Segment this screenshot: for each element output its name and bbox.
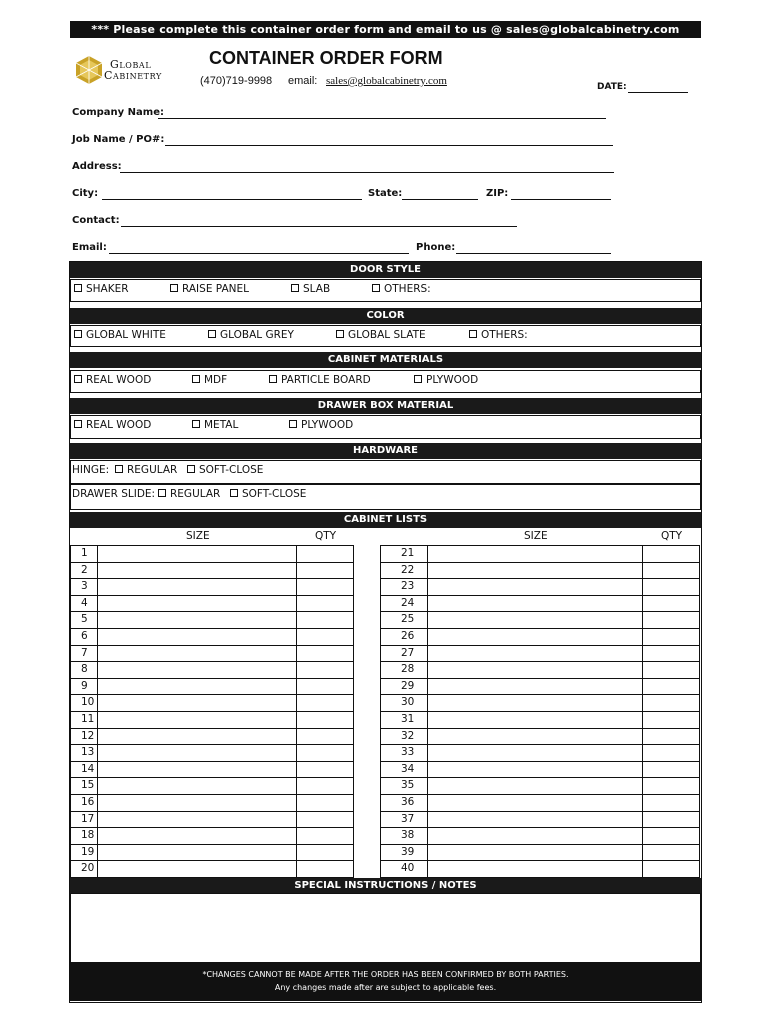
size-cell[interactable]: [427, 645, 643, 663]
qty-cell[interactable]: [642, 860, 700, 878]
date-label: DATE:: [597, 82, 627, 92]
qty-cell[interactable]: [296, 611, 354, 629]
checkbox-icon: [469, 330, 477, 338]
drawer-slide-row: [70, 484, 701, 510]
checkbox-icon: [269, 375, 277, 383]
size-cell[interactable]: [97, 744, 297, 762]
option-label: REAL WOOD: [86, 419, 152, 431]
checkbox-icon: [74, 420, 82, 428]
checkbox-icon: [372, 284, 380, 292]
qty-cell[interactable]: [642, 611, 700, 629]
row-number: 2: [70, 562, 98, 580]
size-cell[interactable]: [97, 678, 297, 696]
materials-header: CABINET MATERIALS: [70, 352, 701, 368]
option-drawer-real-wood[interactable]: [74, 419, 151, 431]
size-cell[interactable]: [97, 711, 297, 729]
email-field[interactable]: [109, 253, 409, 254]
option-label: SHAKER: [86, 283, 129, 295]
row-number: 4: [70, 595, 98, 613]
row-number: 28: [380, 661, 428, 679]
row-number: 11: [70, 711, 98, 729]
row-number: 20: [70, 860, 98, 878]
size-cell[interactable]: [97, 811, 297, 829]
door-style-header: DOOR STYLE: [70, 262, 701, 278]
option-label: PARTICLE BOARD: [281, 374, 371, 386]
size-cell[interactable]: [427, 827, 643, 845]
email-label: email:: [288, 75, 318, 87]
size-cell[interactable]: [427, 611, 643, 629]
checkbox-icon: [74, 375, 82, 383]
door-style-options: [70, 279, 701, 302]
qty-cell[interactable]: [296, 844, 354, 862]
size-cell[interactable]: [427, 761, 643, 779]
size-cell[interactable]: [427, 744, 643, 762]
materials-options: [70, 370, 701, 393]
size-cell[interactable]: [427, 860, 643, 878]
option-label: RAISE PANEL: [182, 283, 249, 295]
row-number: 24: [380, 595, 428, 613]
qty-cell[interactable]: [642, 694, 700, 712]
size-cell[interactable]: [97, 844, 297, 862]
size-cell[interactable]: [97, 595, 297, 613]
checkbox-icon: [192, 420, 200, 428]
qty-cell[interactable]: [642, 794, 700, 812]
qty-cell[interactable]: [296, 562, 354, 580]
option-shaker[interactable]: [74, 283, 129, 295]
row-number: 19: [70, 844, 98, 862]
size-cell[interactable]: [427, 711, 643, 729]
row-number: 21: [380, 545, 428, 563]
drawer-box-options: [70, 415, 701, 439]
qty-cell[interactable]: [642, 545, 700, 563]
option-label: GLOBAL SLATE: [348, 329, 426, 341]
row-number: 36: [380, 794, 428, 812]
option-label: OTHERS:: [384, 283, 431, 295]
size-cell[interactable]: [97, 694, 297, 712]
option-slide-soft-close[interactable]: [230, 488, 306, 500]
size-cell[interactable]: [97, 827, 297, 845]
qty-cell[interactable]: [296, 794, 354, 812]
qty-cell[interactable]: [296, 578, 354, 596]
job-field[interactable]: [165, 145, 613, 146]
size-cell[interactable]: [427, 694, 643, 712]
qty-cell[interactable]: [642, 562, 700, 580]
row-number: 35: [380, 777, 428, 795]
size-cell[interactable]: [427, 578, 643, 596]
row-number: 30: [380, 694, 428, 712]
option-label: SLAB: [303, 283, 331, 295]
qty-cell[interactable]: [642, 728, 700, 746]
state-field[interactable]: [402, 199, 478, 200]
left-size-header: SIZE: [186, 530, 210, 542]
row-number: 34: [380, 761, 428, 779]
qty-cell[interactable]: [642, 595, 700, 613]
footer: [70, 962, 701, 1001]
option-drawer-plywood[interactable]: [289, 419, 353, 431]
size-cell[interactable]: [427, 661, 643, 679]
row-number: 22: [380, 562, 428, 580]
row-number: 1: [70, 545, 98, 563]
option-label: OTHERS:: [481, 329, 528, 341]
job-label: Job Name / PO#:: [72, 134, 165, 145]
option-real-wood[interactable]: [74, 374, 151, 386]
form-title: CONTAINER ORDER FORM: [209, 48, 443, 68]
row-number: 16: [70, 794, 98, 812]
notes-header: SPECIAL INSTRUCTIONS / NOTES: [70, 878, 701, 894]
option-global-white[interactable]: [74, 329, 166, 341]
checkbox-icon: [158, 489, 166, 497]
qty-cell[interactable]: [642, 661, 700, 679]
city-field[interactable]: [102, 199, 362, 200]
size-cell[interactable]: [427, 844, 643, 862]
checkbox-icon: [336, 330, 344, 338]
qty-cell[interactable]: [642, 645, 700, 663]
hinge-row: [70, 460, 701, 484]
size-cell[interactable]: [97, 661, 297, 679]
drawer-box-header: DRAWER BOX MATERIAL: [70, 398, 701, 414]
option-slide-regular[interactable]: [158, 488, 220, 500]
qty-cell[interactable]: [296, 811, 354, 829]
checkbox-icon: [187, 465, 195, 473]
option-label: REGULAR: [127, 464, 178, 476]
size-cell[interactable]: [427, 595, 643, 613]
qty-cell[interactable]: [642, 844, 700, 862]
email-field-label: Email:: [72, 242, 107, 253]
qty-cell[interactable]: [642, 811, 700, 829]
option-label: GLOBAL WHITE: [86, 329, 166, 341]
right-qty-header: QTY: [661, 530, 683, 542]
option-label: SOFT-CLOSE: [199, 464, 264, 476]
row-number: 31: [380, 711, 428, 729]
option-hinge-regular[interactable]: [115, 464, 177, 476]
size-cell[interactable]: [427, 628, 643, 646]
company-field[interactable]: [158, 118, 606, 119]
option-label: REGULAR: [170, 488, 221, 500]
state-label: State:: [368, 188, 403, 199]
city-label: City:: [72, 188, 99, 199]
row-number: 6: [70, 628, 98, 646]
email-link[interactable]: sales@globalcabinetry.com: [326, 75, 447, 87]
hardware-header: HARDWARE: [70, 443, 701, 459]
phone-label: Phone:: [416, 242, 456, 253]
size-cell[interactable]: [427, 794, 643, 812]
option-label: METAL: [204, 419, 239, 431]
logo-line-2: Cabinetry: [104, 69, 162, 82]
phone-number: (470)719-9998: [200, 75, 273, 87]
qty-cell[interactable]: [642, 628, 700, 646]
qty-cell[interactable]: [296, 545, 354, 563]
row-number: 26: [380, 628, 428, 646]
option-mdf[interactable]: [192, 374, 227, 386]
checkbox-icon: [230, 489, 238, 497]
row-number: 7: [70, 645, 98, 663]
qty-cell[interactable]: [642, 711, 700, 729]
option-global-slate[interactable]: [336, 329, 426, 341]
option-label: PLYWOOD: [301, 419, 354, 431]
qty-cell[interactable]: [296, 744, 354, 762]
row-number: 13: [70, 744, 98, 762]
qty-cell[interactable]: [296, 645, 354, 663]
row-number: 23: [380, 578, 428, 596]
cabinet-lists-header: CABINET LISTS: [70, 512, 701, 528]
row-number: 32: [380, 728, 428, 746]
drawer-slide-label: DRAWER SLIDE:: [72, 488, 156, 500]
qty-cell[interactable]: [642, 777, 700, 795]
row-number: 25: [380, 611, 428, 629]
qty-cell[interactable]: [296, 694, 354, 712]
row-number: 38: [380, 827, 428, 845]
size-cell[interactable]: [427, 562, 643, 580]
row-number: 33: [380, 744, 428, 762]
date-field[interactable]: [628, 92, 688, 93]
option-hinge-soft-close[interactable]: [187, 464, 263, 476]
row-number: 17: [70, 811, 98, 829]
qty-cell[interactable]: [296, 728, 354, 746]
row-number: 8: [70, 661, 98, 679]
size-cell[interactable]: [97, 777, 297, 795]
option-label: SOFT-CLOSE: [242, 488, 307, 500]
size-cell[interactable]: [97, 545, 297, 563]
row-number: 5: [70, 611, 98, 629]
checkbox-icon: [115, 465, 123, 473]
color-options: [70, 325, 701, 347]
size-cell[interactable]: [97, 611, 297, 629]
color-header: COLOR: [70, 308, 701, 324]
option-plywood[interactable]: [414, 374, 478, 386]
row-number: 3: [70, 578, 98, 596]
qty-cell[interactable]: [296, 595, 354, 613]
option-label: PLYWOOD: [426, 374, 479, 386]
option-label: GLOBAL GREY: [220, 329, 294, 341]
logo-mark-icon: [74, 55, 104, 85]
checkbox-icon: [74, 330, 82, 338]
row-number: 29: [380, 678, 428, 696]
option-color-others[interactable]: [469, 329, 528, 341]
footer-line-2: Any changes made after are subject to applicable fees.: [274, 983, 497, 992]
phone-field[interactable]: [456, 253, 611, 254]
contact-label: Contact:: [72, 215, 120, 226]
row-number: 18: [70, 827, 98, 845]
option-drawer-metal[interactable]: [192, 419, 238, 431]
qty-cell[interactable]: [642, 578, 700, 596]
top-banner: *** Please complete this container order form and email to us @ sales@globalcabinetry.com: [70, 21, 701, 38]
row-number: 14: [70, 761, 98, 779]
qty-cell[interactable]: [296, 678, 354, 696]
checkbox-icon: [414, 375, 422, 383]
checkbox-icon: [192, 375, 200, 383]
qty-cell[interactable]: [296, 661, 354, 679]
zip-field[interactable]: [511, 199, 611, 200]
size-cell[interactable]: [427, 545, 643, 563]
size-cell[interactable]: [427, 678, 643, 696]
option-raise-panel[interactable]: [170, 283, 249, 295]
size-cell[interactable]: [97, 628, 297, 646]
qty-cell[interactable]: [642, 761, 700, 779]
size-cell[interactable]: [97, 728, 297, 746]
row-number: 10: [70, 694, 98, 712]
left-qty-header: QTY: [315, 530, 337, 542]
size-cell[interactable]: [97, 761, 297, 779]
hinge-label: HINGE:: [72, 464, 110, 476]
size-cell[interactable]: [427, 811, 643, 829]
company-label: Company Name:: [72, 107, 164, 118]
option-door-others[interactable]: [372, 283, 431, 295]
qty-cell[interactable]: [296, 628, 354, 646]
qty-cell[interactable]: [296, 827, 354, 845]
option-slab[interactable]: [291, 283, 330, 295]
checkbox-icon: [289, 420, 297, 428]
contact-field[interactable]: [121, 226, 517, 227]
row-number: 15: [70, 777, 98, 795]
option-particle-board[interactable]: [269, 374, 371, 386]
checkbox-icon: [170, 284, 178, 292]
checkbox-icon: [291, 284, 299, 292]
qty-cell[interactable]: [296, 777, 354, 795]
footer-line-1: *CHANGES CANNOT BE MADE AFTER THE ORDER HAS BEEN CONFIRMED BY BOTH PARTIES.: [202, 970, 569, 979]
option-label: MDF: [204, 374, 228, 386]
option-label: REAL WOOD: [86, 374, 152, 386]
qty-cell[interactable]: [642, 678, 700, 696]
row-number: 37: [380, 811, 428, 829]
qty-cell[interactable]: [296, 711, 354, 729]
row-number: 9: [70, 678, 98, 696]
size-cell[interactable]: [97, 578, 297, 596]
qty-cell[interactable]: [642, 744, 700, 762]
size-cell[interactable]: [427, 777, 643, 795]
row-number: 12: [70, 728, 98, 746]
address-label: Address:: [72, 161, 122, 172]
qty-cell[interactable]: [296, 860, 354, 878]
address-field[interactable]: [120, 172, 614, 173]
qty-cell[interactable]: [642, 827, 700, 845]
option-global-grey[interactable]: [208, 329, 294, 341]
zip-label: ZIP:: [486, 188, 509, 199]
row-number: 40: [380, 860, 428, 878]
size-cell[interactable]: [97, 645, 297, 663]
size-cell[interactable]: [97, 794, 297, 812]
size-cell[interactable]: [97, 562, 297, 580]
size-cell[interactable]: [97, 860, 297, 878]
checkbox-icon: [74, 284, 82, 292]
logo-text: [104, 59, 162, 81]
right-size-header: SIZE: [524, 530, 548, 542]
checkbox-icon: [208, 330, 216, 338]
size-cell[interactable]: [427, 728, 643, 746]
qty-cell[interactable]: [296, 761, 354, 779]
notes-field[interactable]: [70, 893, 701, 963]
row-number: 39: [380, 844, 428, 862]
row-number: 27: [380, 645, 428, 663]
logo-line-1: Global: [110, 58, 152, 71]
